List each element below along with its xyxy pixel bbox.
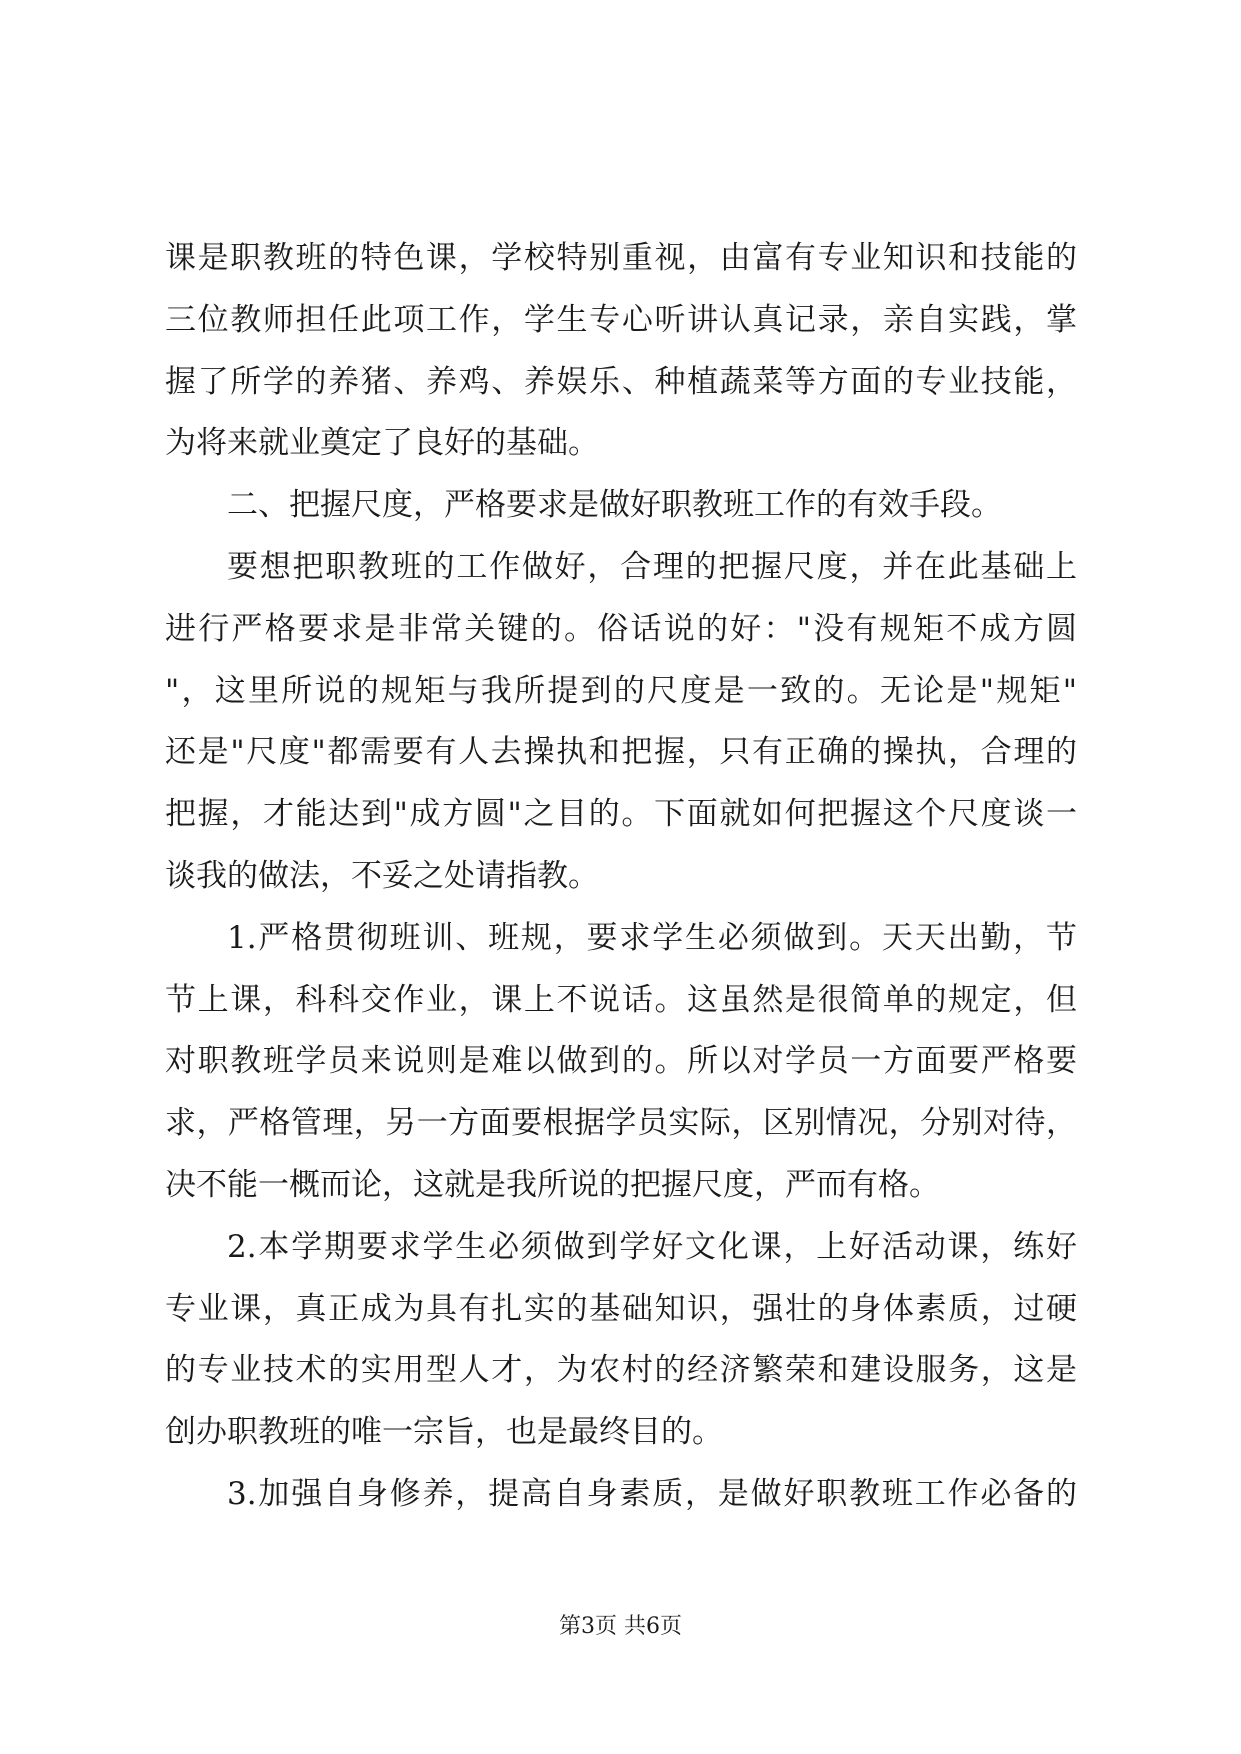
text-line: 1.严格贯彻班训、班规，要求学生必须做到。天天出勤，节: [227, 919, 1077, 956]
text-line: 创办职教班的唯一宗旨，也是最终目的。: [165, 1414, 723, 1451]
text-line: 专业课，真正成为具有扎实的基础知识，强壮的身体素质，过硬: [165, 1290, 1077, 1327]
text-line: 对职教班学员来说则是难以做到的。所以对学员一方面要严格要: [165, 1043, 1077, 1080]
body-text: [165, 228, 1077, 1526]
text-line: 要想把职教班的工作做好，合理的把握尺度，并在此基础上: [227, 548, 1077, 585]
text-line: 把握，才能达到"成方圆"之目的。下面就如何把握这个尺度谈一: [165, 796, 1077, 833]
text-line: 握了所学的养猪、养鸡、养娱乐、种植蔬菜等方面的专业技能，: [165, 363, 1077, 400]
text-line: 节上课，科科交作业，课上不说话。这虽然是很简单的规定，但: [165, 981, 1077, 1018]
text-line: 3.加强自身修养，提高自身素质，是做好职教班工作必备的: [227, 1475, 1077, 1512]
text-line: 2.本学期要求学生必须做到学好文化课，上好活动课，练好: [227, 1228, 1077, 1265]
text-line: 三位教师担任此项工作，学生专心听讲认真记录，亲自实践，掌: [165, 301, 1077, 338]
page-number-label: 第3页 共6页: [559, 1614, 682, 1639]
text-line: 求，严格管理，另一方面要根据学员实际，区别情况，分别对待，: [165, 1105, 1077, 1142]
text-line: 课是职教班的特色课，学校特别重视，由富有专业知识和技能的: [165, 240, 1077, 276]
page-footer: [0, 1612, 1241, 1642]
text-line: 的专业技术的实用型人才，为农村的经济繁荣和建设服务，这是: [165, 1352, 1077, 1389]
text-line: 谈我的做法，不妥之处请指教。: [165, 857, 599, 894]
text-line: 二、把握尺度，严格要求是做好职教班工作的有效手段。: [227, 487, 1002, 524]
text-line: 为将来就业奠定了良好的基础。: [165, 425, 599, 462]
text-line: 进行严格要求是非常关键的。俗话说的好："没有规矩不成方圆: [165, 610, 1077, 647]
text-line: 还是"尺度"都需要有人去操执和把握，只有正确的操执，合理的: [165, 734, 1077, 771]
text-line: 决不能一概而论，这就是我所说的把握尺度，严而有格。: [165, 1166, 940, 1203]
text-line: "，这里所说的规矩与我所提到的尺度是一致的。无论是"规矩": [165, 672, 1077, 709]
